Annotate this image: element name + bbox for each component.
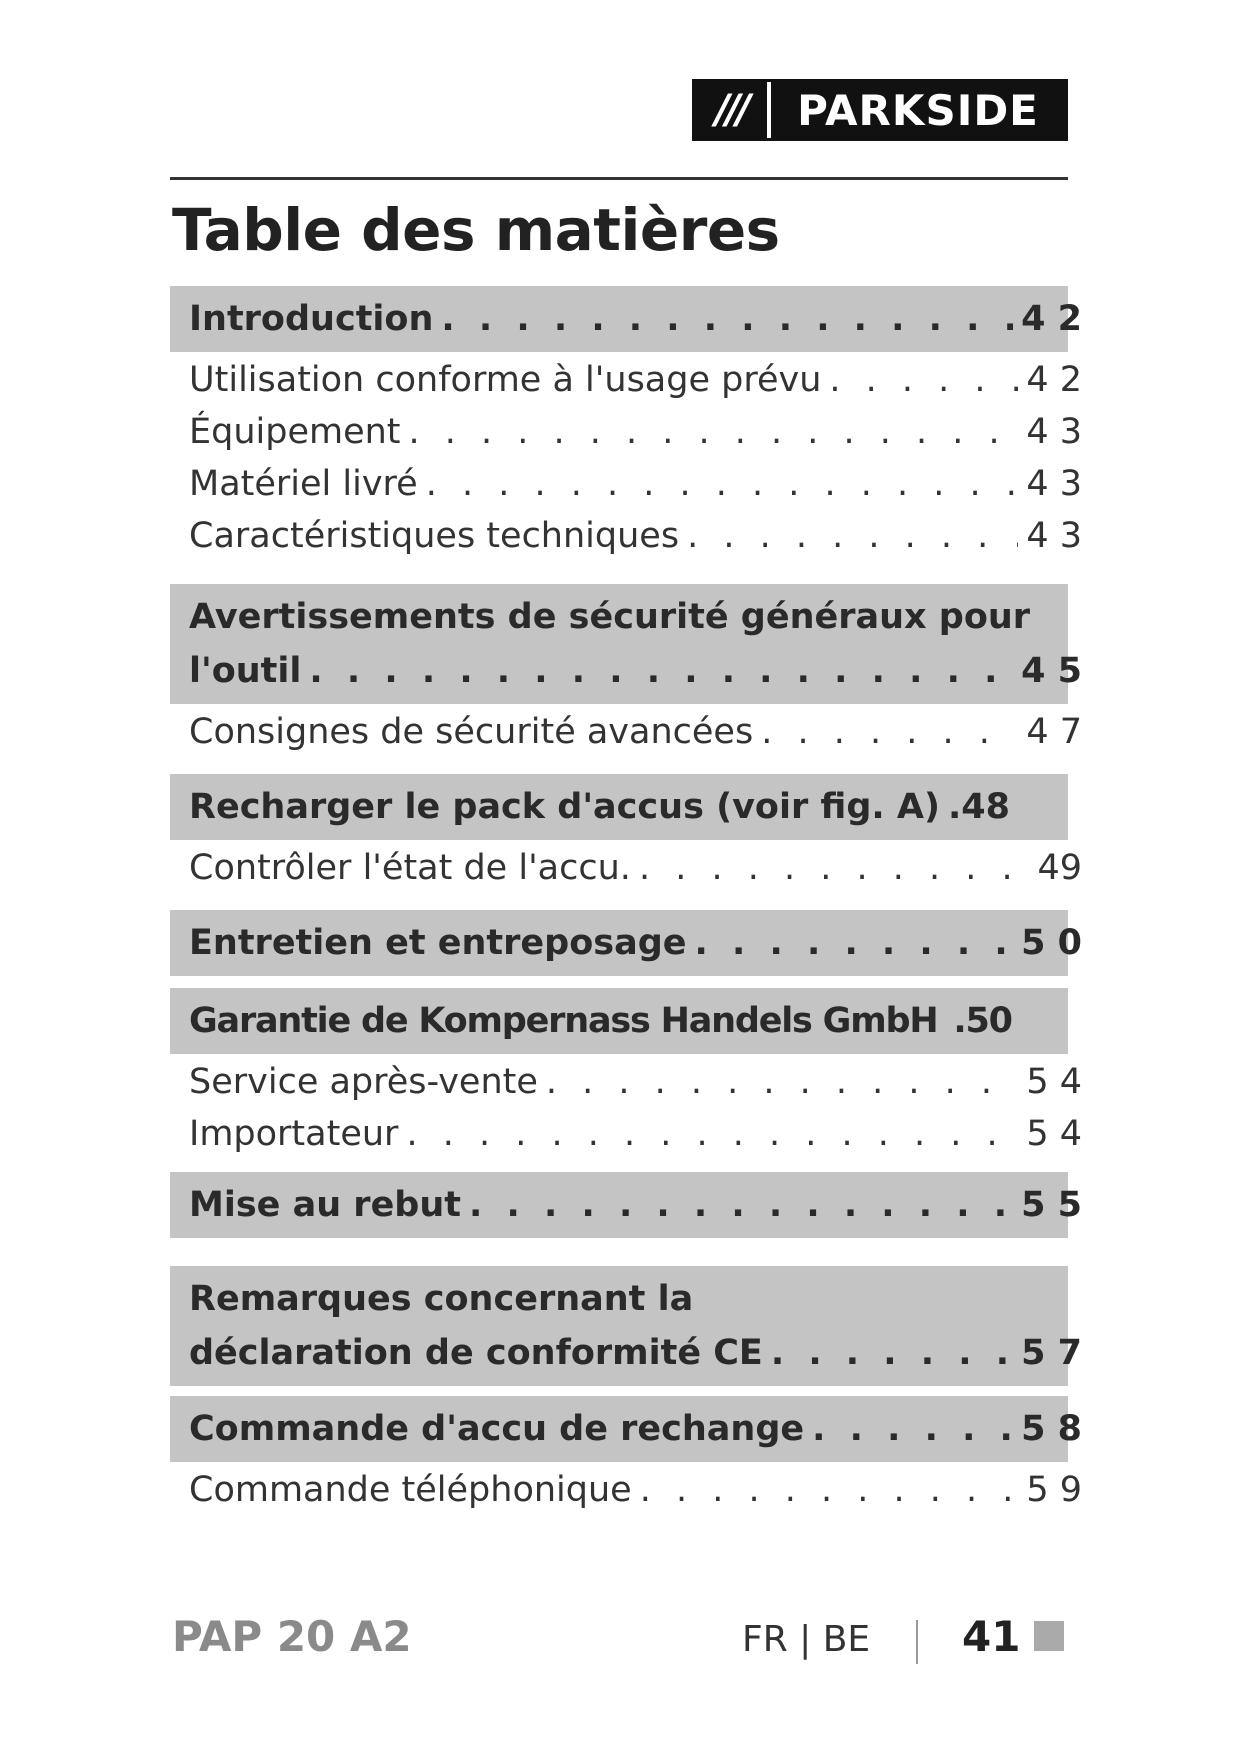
toc-item-page: 5 4 — [1026, 1062, 1082, 1102]
toc-heading-ce-declaration[interactable] — [170, 1266, 1082, 1386]
dot-leader — [469, 1178, 1013, 1232]
toc-item-label: Importateur — [189, 1114, 399, 1154]
toc-heading-label: Introduction — [189, 299, 434, 339]
dot-leader — [829, 354, 1018, 406]
toc-item[interactable] — [170, 1108, 1082, 1160]
toc-heading-page: 5 5 — [1021, 1185, 1082, 1225]
dot-leader — [771, 1326, 1013, 1380]
toc-heading-page: .50 — [953, 1001, 1012, 1041]
dot-leader — [812, 1402, 1013, 1456]
dot-leader — [441, 292, 1013, 346]
toc-item-label: Caractéristiques techniques — [189, 516, 680, 556]
toc-heading-maintenance[interactable] — [170, 910, 1082, 976]
toc-heading-recharge[interactable] — [170, 774, 1068, 840]
footer-model: PAP 20 A2 — [172, 1612, 412, 1661]
toc-item-label: Équipement — [189, 412, 401, 452]
toc-heading-label: déclaration de conformité CE — [189, 1333, 763, 1373]
header-divider — [170, 177, 1068, 180]
dot-leader — [409, 406, 1019, 458]
toc-heading-safety-warnings[interactable] — [170, 584, 1082, 704]
logo-slashes: /// — [695, 82, 771, 138]
dot-leader — [761, 706, 1018, 758]
dot-leader — [640, 1464, 1019, 1516]
toc-item-page: 4 3 — [1026, 516, 1082, 556]
toc-item-label: Consignes de sécurité avancées — [189, 712, 754, 752]
toc-heading-label: Mise au rebut — [189, 1185, 462, 1225]
toc-heading-disposal[interactable] — [170, 1172, 1082, 1238]
toc-item-page: 4 2 — [1026, 360, 1082, 400]
dot-leader — [406, 1108, 1018, 1160]
toc-item[interactable] — [170, 458, 1082, 510]
toc-item[interactable] — [170, 706, 1082, 758]
toc-heading-page: 4 5 — [1021, 651, 1082, 691]
toc-item[interactable] — [170, 406, 1082, 458]
toc-heading-page: 5 0 — [1021, 923, 1082, 963]
toc-item-page: 4 3 — [1026, 412, 1082, 452]
dot-leader — [546, 1056, 1018, 1108]
toc-item[interactable] — [170, 1464, 1082, 1516]
toc-item-label: Matériel livré — [189, 464, 418, 504]
dot-leader — [426, 458, 1019, 510]
toc-heading-label: Commande d'accu de rechange — [189, 1409, 805, 1449]
toc-item-page: 4 7 — [1026, 712, 1082, 752]
toc-item[interactable] — [170, 1056, 1082, 1108]
dot-leader — [309, 644, 1013, 698]
toc-item-page: 49 — [1037, 848, 1082, 888]
toc-item[interactable] — [170, 842, 1082, 894]
dot-leader — [687, 510, 1018, 562]
toc-heading-label: Entretien et entreposage — [189, 923, 687, 963]
toc-heading-label-line1: Avertissements de sécurité généraux pour — [189, 597, 1031, 637]
toc-heading-label: Recharger le pack d'accus (voir fig. A) — [189, 787, 940, 827]
toc-heading-page: 5 8 — [1021, 1409, 1082, 1449]
toc-item-label: Utilisation conforme à l'usage prévu — [189, 360, 822, 400]
toc-heading-spare-battery[interactable] — [170, 1396, 1082, 1462]
toc-item-page: 5 9 — [1026, 1470, 1082, 1510]
toc-item-label: Contrôler l'état de l'accu. — [189, 848, 631, 888]
footer-divider — [916, 1620, 918, 1664]
table-of-contents — [170, 286, 1082, 1516]
toc-heading-warranty[interactable] — [170, 988, 1068, 1054]
toc-item[interactable] — [170, 510, 1082, 562]
toc-heading-label: Garantie de Kompernass Handels GmbH — [189, 1001, 938, 1041]
parkside-logo — [692, 79, 1068, 141]
dot-leader — [639, 842, 1030, 894]
toc-item-label: Service après-vente — [189, 1062, 538, 1102]
toc-item[interactable] — [170, 354, 1082, 406]
toc-item-page: 4 3 — [1026, 464, 1082, 504]
toc-heading-introduction[interactable] — [170, 286, 1082, 352]
footer-page-number: 41 — [962, 1612, 1021, 1661]
toc-heading-label-line1: Remarques concernant la — [189, 1279, 694, 1319]
toc-heading-page: 5 7 — [1021, 1333, 1082, 1373]
square-marker-icon — [1034, 1621, 1064, 1651]
toc-heading-label: l'outil — [189, 651, 302, 691]
toc-heading-page: 4 2 — [1021, 299, 1082, 339]
page-title: Table des matières — [172, 196, 780, 264]
footer-language: FR | BE — [742, 1619, 871, 1660]
toc-item-label: Commande téléphonique — [189, 1470, 632, 1510]
dot-leader — [695, 916, 1014, 970]
logo-wordmark: PARKSIDE — [797, 85, 1039, 135]
toc-heading-page: .48 — [947, 787, 1010, 827]
toc-item-page: 5 4 — [1026, 1114, 1082, 1154]
